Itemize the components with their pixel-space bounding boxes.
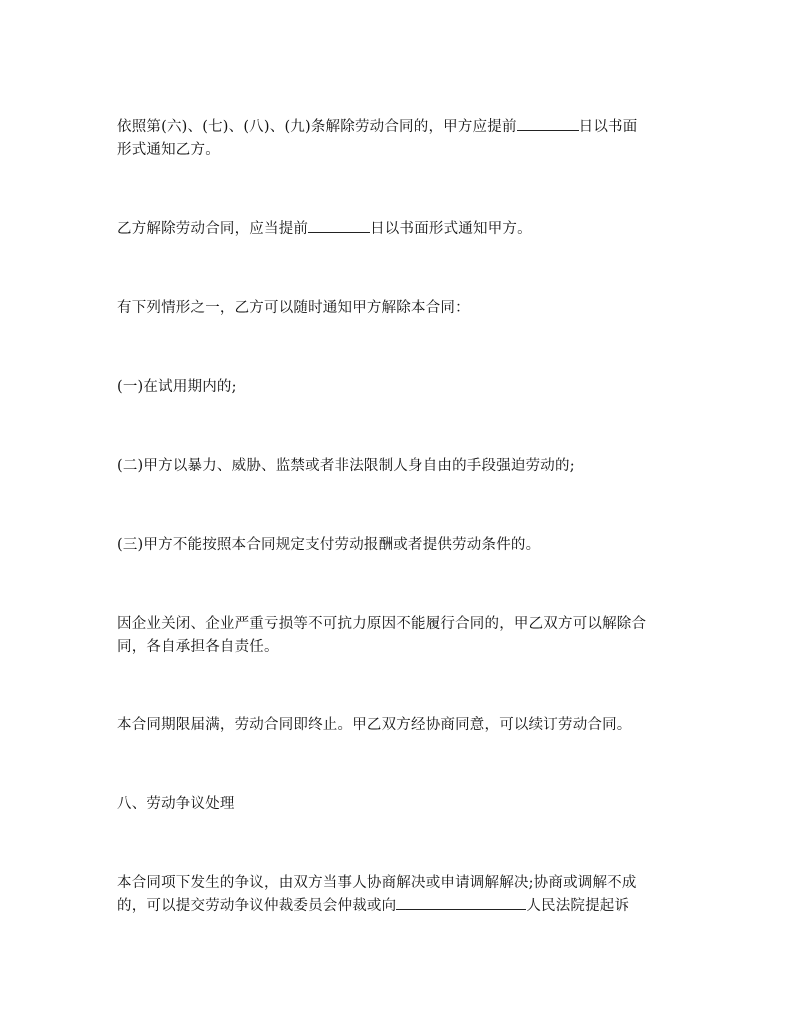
text-segment: 日以书面 xyxy=(578,119,638,135)
text-segment: 乙方解除劳动合同，应当提前 xyxy=(117,221,309,237)
paragraph-line: 同，各自承担各自责任。 xyxy=(117,639,279,655)
paragraph-item-3 xyxy=(117,534,683,557)
paragraph-line: 本合同项下发生的争议，由双方当事人协商解决或申请调解解决;协商或调解不成 xyxy=(117,875,637,891)
paragraph-line: (三)甲方不能按照本合同规定支付劳动报酬或者提供劳动条件的。 xyxy=(117,537,541,553)
text-segment: 依照第(六)、(七)、(八)、(九)条解除劳动合同的，甲方应提前 xyxy=(117,119,517,135)
paragraph-contract-expiry xyxy=(117,714,683,737)
fill-in-blank xyxy=(308,218,370,233)
paragraph-item-1 xyxy=(117,376,683,399)
paragraph-line: 因企业关闭、企业严重亏损等不可抗力原因不能履行合同的，甲乙双方可以解除合 xyxy=(117,616,647,632)
paragraph-line xyxy=(117,895,683,918)
paragraph-notice-period-employee xyxy=(117,218,683,241)
paragraph-line: 本合同期限届满，劳动合同即终止。甲乙双方经协商同意，可以续订劳动合同。 xyxy=(117,717,632,733)
paragraph-line: (一)在试用期内的; xyxy=(117,379,237,395)
paragraph-termination-conditions xyxy=(117,297,683,320)
paragraph-line xyxy=(117,116,683,139)
paragraph-line: (二)甲方以暴力、威胁、监禁或者非法限制人身自由的手段强迫劳动的; xyxy=(117,458,575,474)
paragraph-line: 有下列情形之一，乙方可以随时通知甲方解除本合同： xyxy=(117,300,470,316)
paragraph-force-majeure xyxy=(117,613,683,659)
paragraph-item-2 xyxy=(117,455,683,478)
section-heading-labor-disputes xyxy=(117,793,683,816)
fill-in-blank xyxy=(517,116,579,131)
paragraph-line: 形式通知乙方。 xyxy=(117,142,220,158)
text-segment: 人民法院提起诉 xyxy=(526,898,630,914)
paragraph-line xyxy=(117,218,683,241)
text-segment: 的，可以提交劳动争议仲裁委员会仲裁或向 xyxy=(117,898,397,914)
fill-in-blank xyxy=(396,895,526,910)
paragraph-notice-period-employer xyxy=(117,116,683,162)
paragraph-line: 八、劳动争议处理 xyxy=(117,796,235,812)
paragraph-dispute-resolution xyxy=(117,872,683,918)
text-segment: 日以书面形式通知甲方。 xyxy=(370,221,532,237)
